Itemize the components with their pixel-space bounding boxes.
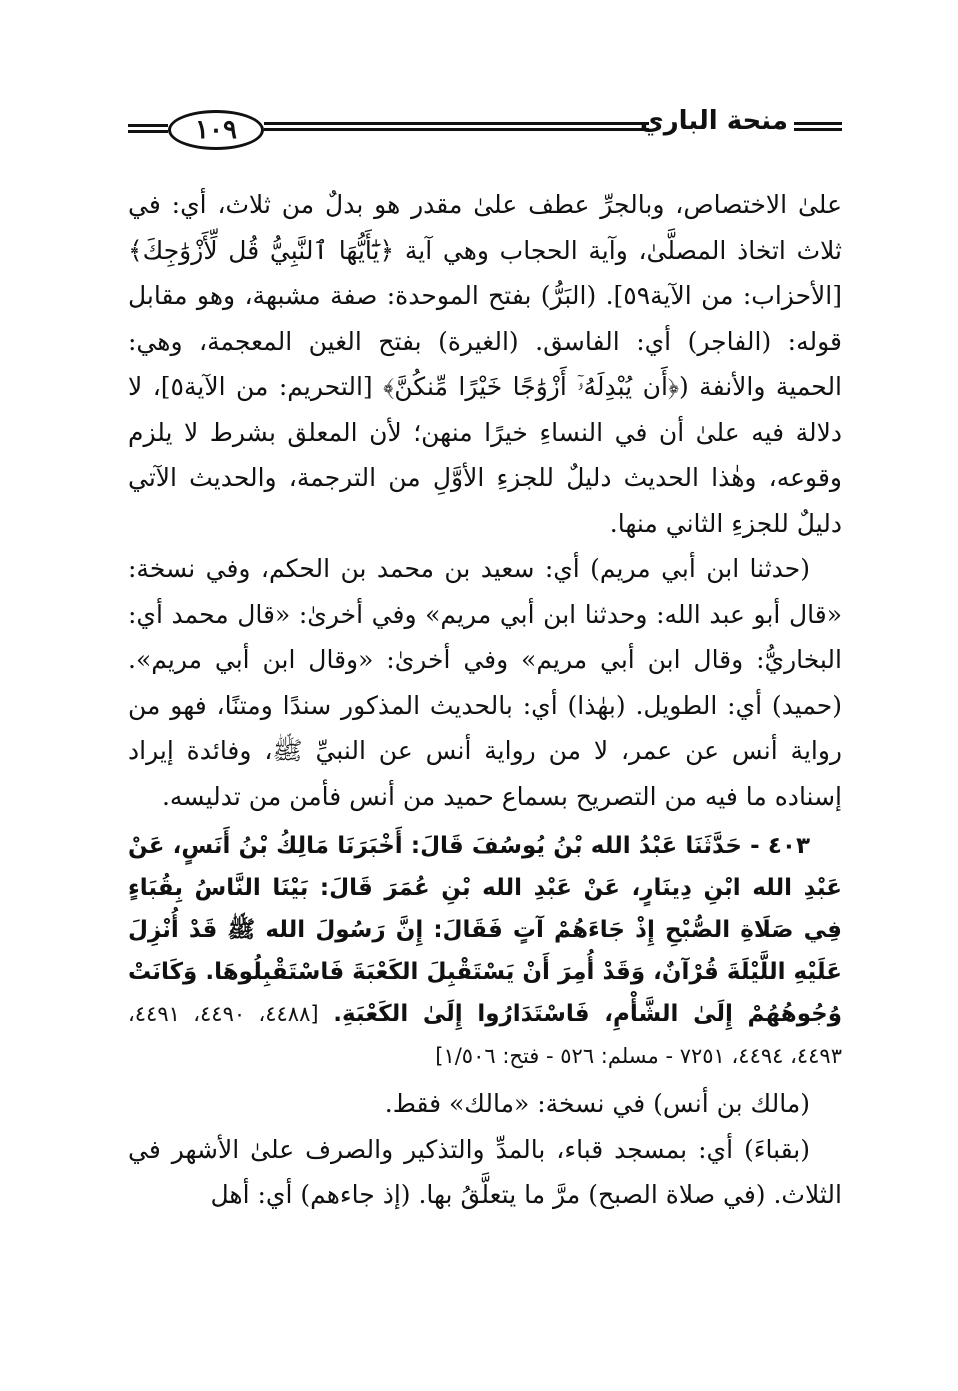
commentary-paragraph: (مالك بن أنس) في نسخة: «مالك» فقط. (384, 1089, 810, 1118)
header-rule-right (794, 122, 842, 132)
hadith-references: [٤٤٨٨، ٤٤٩٠، ٤٤٩١، ٤٤٩٣، ٤٤٩٤، ٧٢٥١ - مسلم: ٥٢٦ - فتح: ١/٥٠٦] (128, 1002, 842, 1068)
book-title: منحة الباري (639, 106, 788, 136)
hadith-body: ٤٠٣ - حَدَّثَنَا عَبْدُ الله بْنُ يُوسُفَ قَالَ: أَخْبَرَنَا مَالِكُ بْنُ أَنَسٍ، عَنْ عَبْدِ الله ابْنِ دِينَارٍ، عَنْ عَبْدِ الله بْنِ عُمَرَ قَالَ: بَيْنَا النَّاسُ بِقُبَاءٍ فِي صَلَاةِ الصُّبْحِ إِذْ جَاءَهُمْ آتٍ فَقَالَ: إِنَّ رَسُولَ الله ﷺ قَدْ أُنْزِلَ عَلَيْهِ اللَّيْلَةَ قُرْآنٌ، وَقَدْ أُمِرَ أَنْ يَسْتَقْبِلَ الكَعْبَةَ فَاسْتَقْبِلُوهَا. وَكَانَتْ وُجُوهُهُمْ إِلَىٰ الشَّأْمِ، فَاسْتَدَارُوا إِلَىٰ الكَعْبَةِ. (128, 833, 842, 1027)
page-number: ١٠٩ (195, 115, 237, 145)
commentary-paragraph: (حدثنا ابن أبي مريم) أي: سعيد بن محمد بن الحكم، وفي نسخة: «قال أبو عبد الله: وحدثنا ابن أبي مريم» وفي أخرىٰ: «قال محمد أي: البخاريُّ: وقال ابن أبي مريم» وفي أخرىٰ: «وقال ابن أبي مريم». (حميد) أي: الطويل. (بهٰذا) أي: بالحديث المذكور سندًا ومتنًا، فهو من رواية أنس عن عمر، لا من رواية أنس عن النبيِّ ﷺ، وفائدة إيراد إسناده ما فيه من التصريح بسماع حميد من أنس فأمن من تدليسه. (128, 554, 842, 811)
page-body (128, 182, 842, 1218)
page-header (128, 96, 842, 166)
header-rule-left (128, 124, 168, 134)
commentary-paragraph: (بقباءَ) أي: بمسجد قباء، بالمدِّ والتذكير والصرف علىٰ الأشهر في الثلاث. (في صلاة الصبح) مرَّ ما يتعلَّقُ بها. (إذ جاءهم) أي: أهل (128, 1134, 842, 1209)
header-rule-middle (264, 122, 649, 132)
page-number-oval (168, 110, 264, 150)
commentary-paragraph: علىٰ الاختصاص، وبالجرِّ عطف علىٰ مقدر هو بدلٌ من ثلاث، أي: في ثلاث اتخاذ المصلَّىٰ، وآية الحجاب وهي آية ﴿يَٰٓأَيُّهَا ٱلنَّبِيُّ قُل لِّأَزْوَٰجِكَ﴾ [الأحزاب: من الآية٥٩]. (البَرُّ) بفتح الموحدة: صفة مشبهة، وهو مقابل قوله: (الفاجر) أي: الفاسق. (الغيرة) بفتح الغين المعجمة، وهي: الحمية والأنفة (﴿أَن يُبْدِلَهُۥٓ أَزْوَٰجًا خَيْرًا مِّنكُنَّ﴾ [التحريم: من الآية٥]، لا دلالة فيه علىٰ أن في النساءِ خيرًا منهن؛ لأن المعلق بشرط لا يلزم وقوعه، وهٰذا الحديث دليلٌ للجزءِ الأوَّلِ من الترجمة، والحديث الآتي دليلٌ للجزءِ الثاني منها. (128, 190, 843, 538)
hadith-text (128, 825, 842, 1077)
